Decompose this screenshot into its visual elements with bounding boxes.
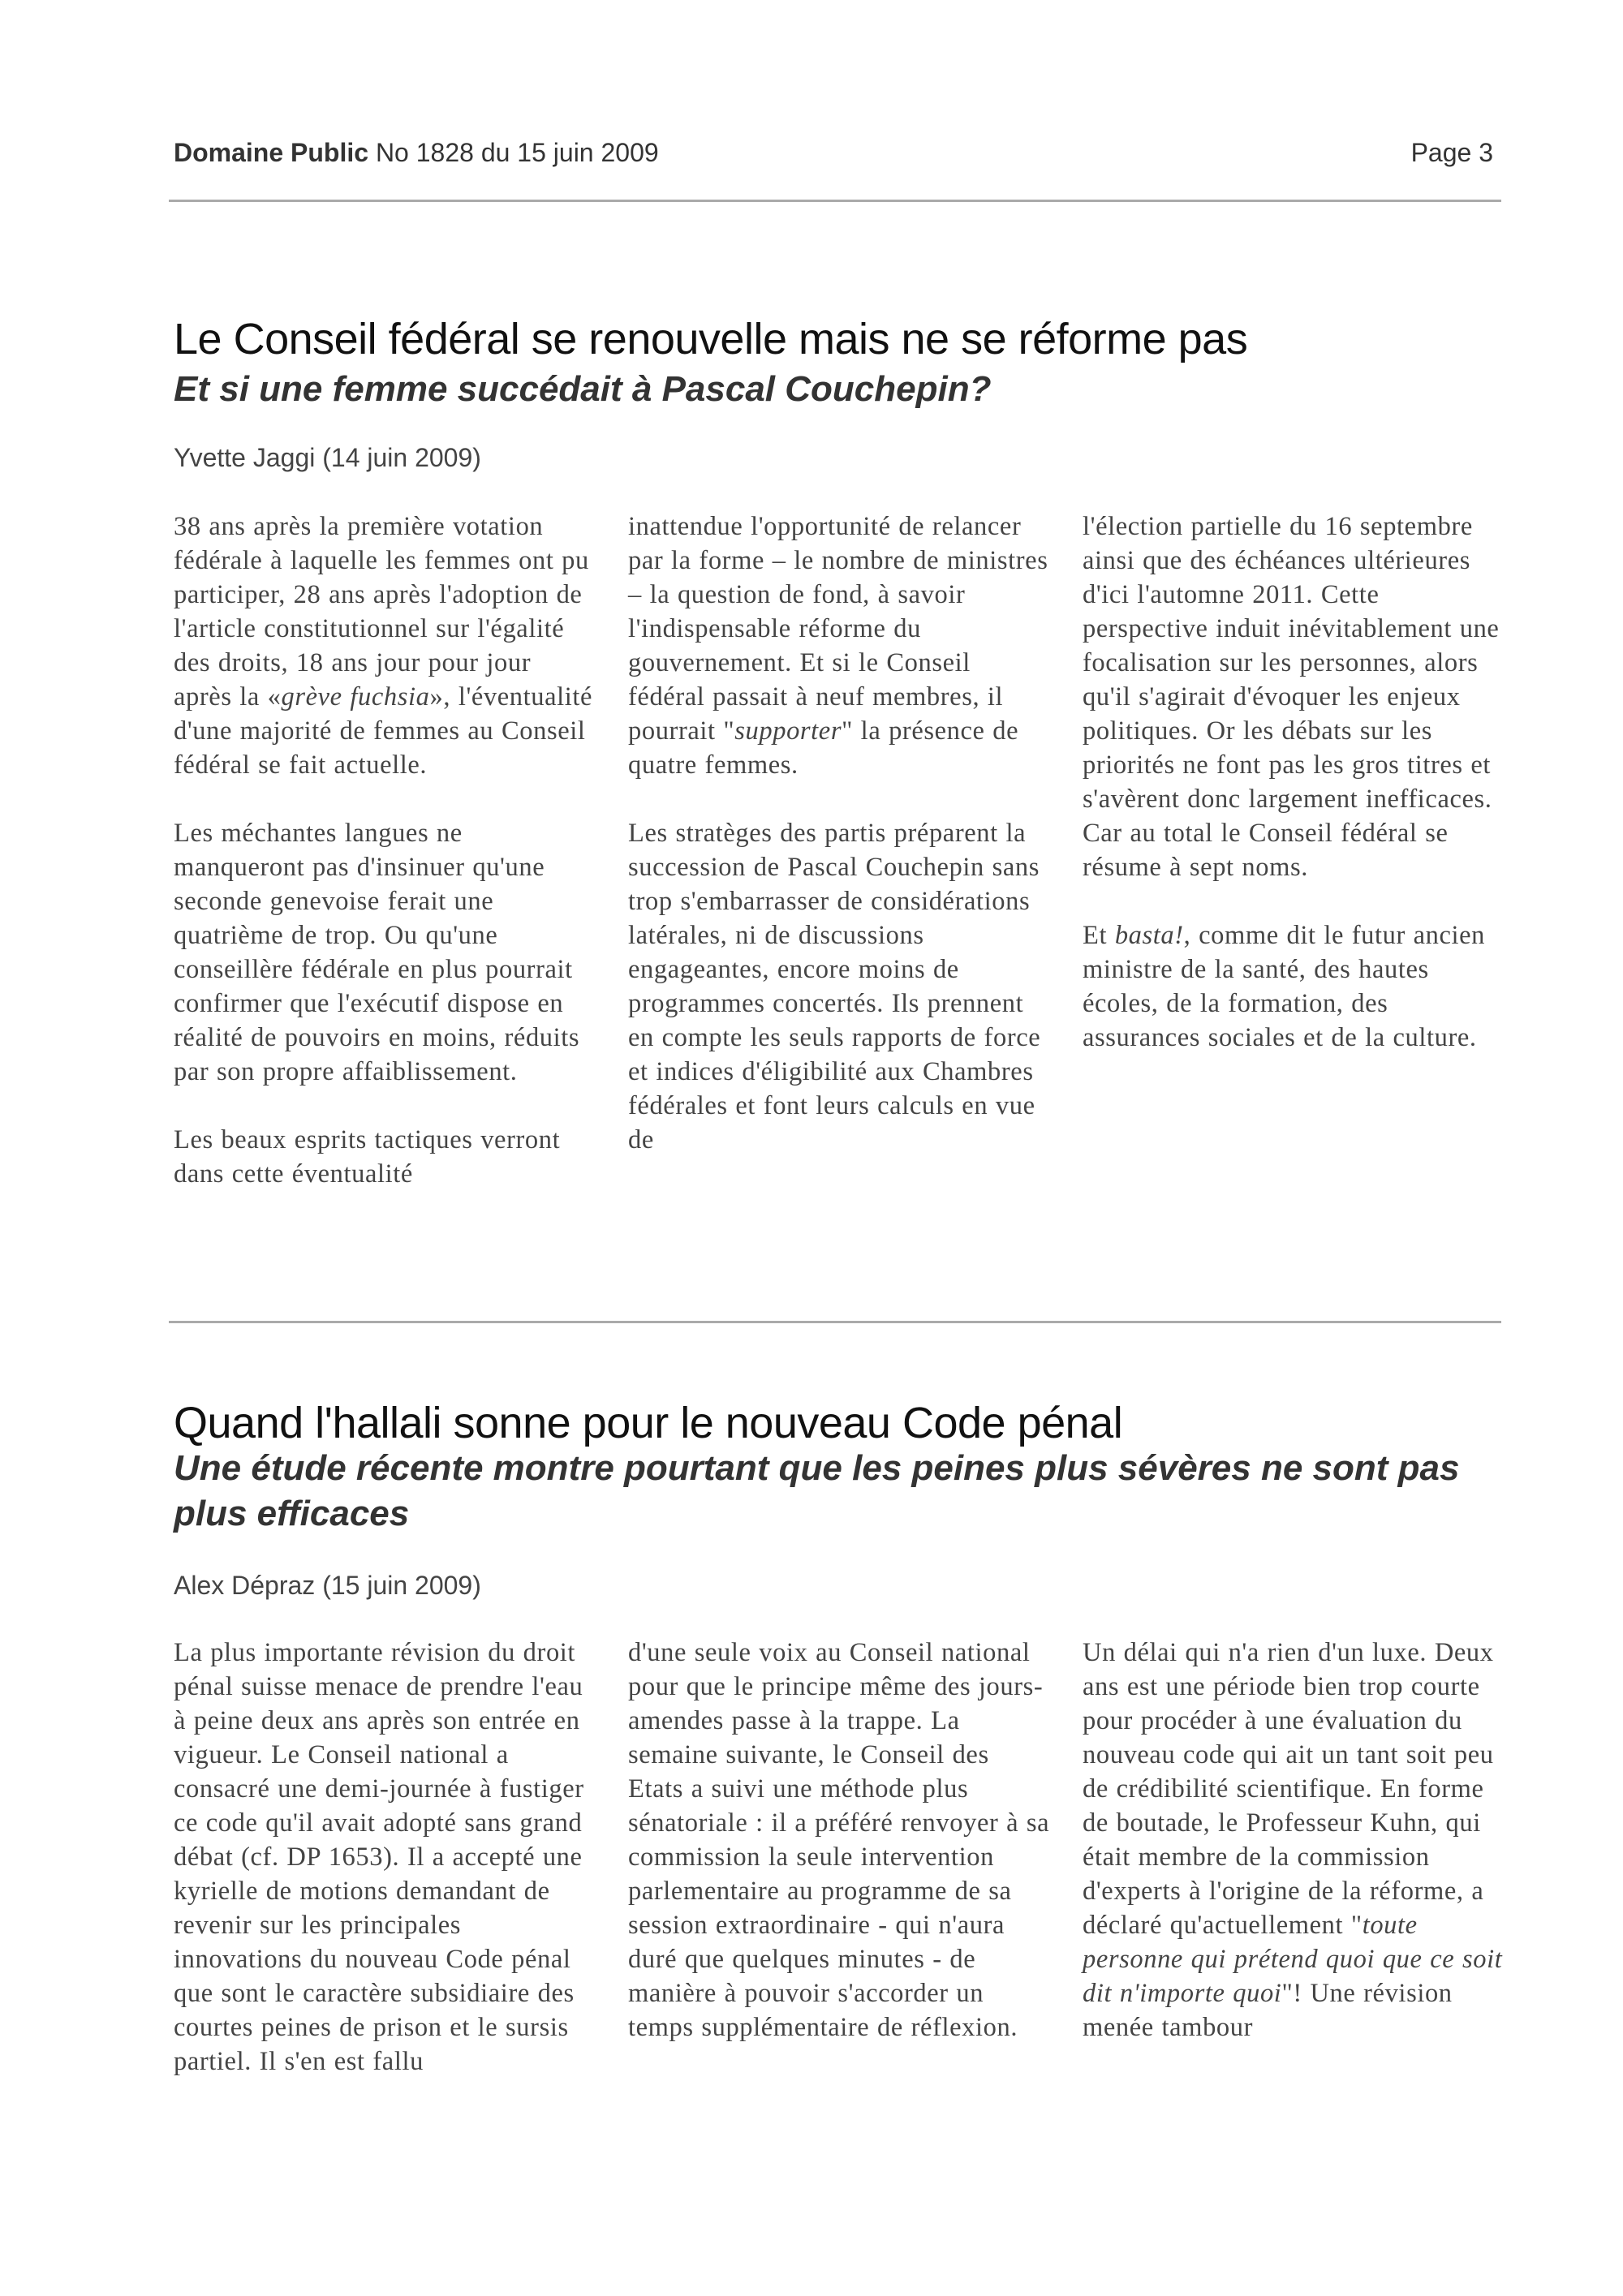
paragraph: La plus importante révision du droit pénal suisse menace de prendre l'eau à peine deux ans après son entrée en vigueur. Le Conseil national a consacré une demi-journée à fustiger ce code qu'il avait adopté sans grand débat (cf. DP 1653). Il a accepté une kyrielle de motions demandant de revenir sur les principales innovations du nouveau Code pénal que sont le caractère subsidiaire des courtes peines de prison et le sursis partiel. Il s'en est fallu (174, 1638, 584, 2076)
text-column (628, 510, 1050, 1191)
paragraph: 38 ans après la première votation fédérale à laquelle les femmes ont pu participer, 28 ans après l'adoption de l'article constitutionnel sur l'égalité des droits, 18 ans jour pour jour après la «grève fuchsia», l'éventualité d'une majorité de femmes au Conseil fédéral se fait actuelle. (174, 512, 593, 780)
paragraph: l'élection partielle du 16 septembre ainsi que des échéances ultérieures d'ici l'automne 2011. Cette perspective induit inévitablement une focalisation sur les personnes, alors qu'il s'agirait d'évoquer les enjeux politiques. Or les débats sur les priorités ne font pas les gros titres et s'avèrent donc largement inefficaces. Car au total le Conseil fédéral se résume à sept noms. (1083, 512, 1500, 882)
paragraph: Et basta!, comme dit le futur ancien ministre de la santé, des hautes écoles, de la formation, des assurances sociales et de la culture. (1083, 921, 1486, 1052)
article-title: Le Conseil fédéral se renouvelle mais ne se réforme pas (174, 315, 1248, 363)
paragraph: inattendue l'opportunité de relancer par la forme – le nombre de ministres – la question de fond, à savoir l'indispensable réforme du gouvernement. Et si le Conseil fédéral passait à neuf membres, il pourrait "supporter" la présence de quatre femmes. (628, 512, 1048, 780)
paragraph: Un délai qui n'a rien d'un luxe. Deux ans est une période bien trop courte pour procéder à une évaluation du nouveau code qui ait un tant soit peu de crédibilité scientifique. En forme de boutade, le Professeur Kuhn, qui était membre de la commission d'experts à l'origine de la réforme, a déclaré qu'actuellement "toute personne qui prétend quoi que ce soit dit n'importe quoi"! Une révision menée tambour (1083, 1638, 1503, 2042)
header-divider (169, 200, 1501, 202)
article-divider (169, 1321, 1501, 1323)
article-body (174, 510, 1505, 1191)
paragraph: d'une seule voix au Conseil national pour que le principe même des jours-amendes passe à la trappe. La semaine suivante, le Conseil des Etats a suivi une méthode plus sénatoriale : il a préféré renvoyer à sa commission la seule intervention parlementaire au programme de sa session extraordinaire - qui n'aura duré que quelques minutes - de manière à pouvoir s'accorder un temps supplémentaire de réflexion. (628, 1638, 1050, 2042)
text-column (1083, 1636, 1505, 2079)
article-subtitle: Une étude récente montre pourtant que les peines plus sévères ne sont pas plus efficaces (174, 1448, 1460, 1533)
page-number: Page 3 (1410, 138, 1493, 167)
text-column (174, 510, 596, 1191)
paragraph: Les stratèges des partis préparent la succession de Pascal Couchepin sans trop s'embarrasser de considérations latérales, ni de discussions engageantes, encore moins de programmes concertés. Ils prennent en compte les seuls rapports de force et indices d'éligibilité aux Chambres fédérales et font leurs calculs en vue de (628, 819, 1041, 1154)
text-column (1083, 510, 1505, 1191)
article-title: Quand l'hallali sonne pour le nouveau Code pénal (174, 1399, 1123, 1447)
text-column (628, 1636, 1050, 2079)
article-subtitle: Et si une femme succédait à Pascal Couchepin? (174, 369, 992, 409)
page-header (174, 135, 1501, 170)
publication-name: Domaine Public (174, 138, 369, 167)
article-byline: Alex Dépraz (15 juin 2009) (174, 1571, 481, 1600)
paragraph: Les méchantes langues ne manqueront pas d'insinuer qu'une seconde genevoise ferait une quatrième de trop. Ou qu'une conseillère fédérale en plus pourrait confirmer que l'exécutif dispose en réalité de pouvoirs en moins, réduits par son propre affaiblissement. (174, 819, 580, 1086)
issue-info: No 1828 du 15 juin 2009 (375, 138, 659, 167)
paragraph: Les beaux esprits tactiques verront dans cette éventualité (174, 1125, 561, 1189)
article-body (174, 1636, 1505, 2079)
text-column (174, 1636, 596, 2079)
article-byline: Yvette Jaggi (14 juin 2009) (174, 443, 481, 472)
